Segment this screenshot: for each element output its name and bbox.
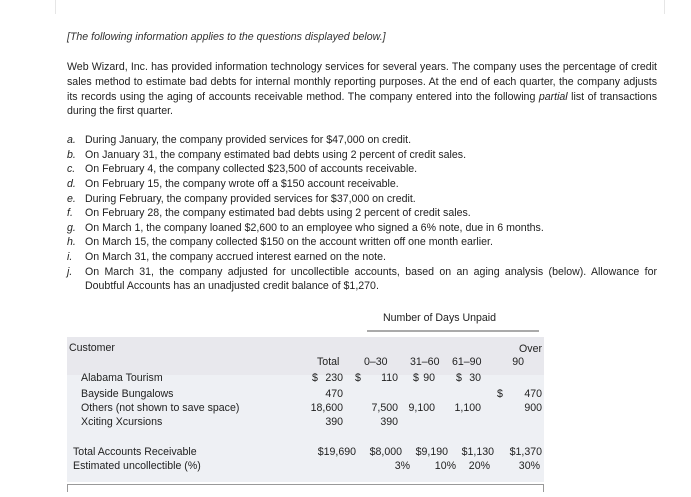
aging-table: [67, 309, 544, 482]
transaction-list: [67, 133, 657, 294]
amount-cell: 390: [380, 416, 398, 428]
customer-name: Bayside Bungalows: [81, 388, 174, 400]
currency-symbol: $: [497, 388, 503, 400]
estimate-percent: 10%: [434, 460, 456, 472]
transaction-marker: i.: [67, 250, 73, 263]
estimate-label: Estimated uncollectible (%): [73, 460, 201, 472]
total-amount: $8,000: [369, 446, 402, 458]
transaction-item: [67, 192, 657, 207]
transaction-text: On March 15, the company collected $150 on the account written off one month earlier.: [85, 236, 493, 249]
total-amount: $1,130: [461, 446, 494, 458]
days-unpaid-header: Number of Days Unpaid: [383, 312, 497, 324]
transaction-marker: e.: [67, 192, 76, 205]
paragraph-text-before: Web Wizard, Inc. has provided information technology services for several years. The company uses the percentage of credit sales method to estimate bad debts for internal monthly reporting purposes. At the end of each quarter, the company adjusts its records using the aging of accounts receivable method. The company entered into the following: [67, 61, 657, 103]
transaction-marker: g.: [67, 221, 76, 234]
amount-cell: 18,600: [310, 402, 343, 414]
days-unpaid-underline: [367, 330, 539, 332]
currency-symbol: $: [312, 372, 318, 384]
table-bottom-edge: [67, 484, 544, 492]
transaction-text: On February 4, the company collected $23,500 of accounts receivable.: [85, 163, 418, 176]
customer-name: Alabama Tourism: [81, 372, 163, 384]
col-header-31-60: 31–60: [410, 356, 440, 368]
paragraph-emphasis: partial: [538, 90, 568, 103]
transaction-text: During January, the company provided services for $47,000 on credit.: [85, 134, 412, 147]
transaction-item: [67, 265, 657, 294]
transaction-marker: j.: [67, 265, 73, 278]
estimate-percent: 20%: [468, 460, 490, 472]
col-header-over-90: 90: [512, 356, 524, 368]
currency-symbol: $: [413, 372, 419, 384]
transaction-item: [67, 206, 657, 221]
amount-cell: 90: [423, 372, 435, 384]
col-header-over-90: Over: [519, 343, 542, 355]
amount-cell: 7,500: [371, 402, 398, 414]
transaction-item: [67, 221, 657, 236]
amount-cell: 470: [524, 388, 542, 400]
transaction-marker: d.: [67, 177, 76, 190]
transaction-text: During February, the company provided services for $37,000 on credit.: [85, 192, 416, 205]
amount-cell: 30: [469, 372, 481, 384]
transaction-marker: a.: [67, 134, 76, 147]
amount-cell: 470: [325, 388, 343, 400]
total-amount: $9,190: [415, 446, 448, 458]
amount-cell: 900: [524, 402, 542, 414]
amount-cell: 1,100: [454, 402, 481, 414]
amount-cell: 9,100: [408, 402, 435, 414]
transaction-text: On February 28, the company estimated bad debts using 2 percent of credit sales.: [85, 207, 471, 220]
transaction-text: On March 31, the company accrued interest earned on the note.: [85, 250, 386, 263]
amount-cell: 230: [325, 372, 343, 384]
amount-cell: 390: [325, 416, 343, 428]
transaction-text: On January 31, the company estimated bad debts using 2 percent of credit sales.: [85, 148, 467, 161]
transaction-item: [67, 235, 657, 250]
col-header-total: Total: [317, 356, 340, 368]
transaction-item: [67, 148, 657, 163]
transaction-text: On February 15, the company wrote off a $150 account receivable.: [85, 177, 399, 190]
transaction-marker: f.: [67, 207, 73, 220]
paragraph-text-after: list of transactions during the first quarter.: [67, 90, 657, 118]
transaction-text: On March 1, the company loaned $2,600 to an employee who signed a 6% note, due in 6 months.: [85, 221, 544, 234]
total-amount: $1,370: [509, 446, 542, 458]
problem-content: [67, 31, 657, 294]
amount-cell: 110: [381, 372, 398, 384]
top-frame-edge: [55, 0, 665, 14]
transaction-item: [67, 133, 657, 148]
total-amount: $19,690: [317, 446, 356, 458]
currency-symbol: $: [355, 372, 361, 384]
customer-name: Others (not shown to save space): [81, 402, 240, 414]
intro-note: [The following information applies to the questions displayed below.]: [67, 31, 386, 43]
problem-paragraph: [67, 60, 657, 119]
transaction-item: [67, 162, 657, 177]
transaction-text: On March 31, the company adjusted for uncollectible accounts, based on an aging analysis (below). Allowance for Doubtful Accounts has an unadjusted credit balance of $1,270.: [85, 265, 657, 293]
col-header-0-30: 0–30: [364, 356, 388, 368]
transaction-marker: h.: [67, 236, 76, 249]
transaction-item: [67, 177, 657, 192]
customer-name: Xciting Xcursions: [81, 416, 163, 428]
col-header-61-90: 61–90: [452, 356, 482, 368]
estimate-percent: 30%: [518, 460, 540, 472]
customer-header: Customer: [69, 342, 115, 354]
estimate-percent: 3%: [394, 460, 410, 472]
transaction-marker: b.: [67, 148, 76, 161]
transaction-marker: c.: [67, 163, 76, 176]
transaction-item: [67, 250, 657, 265]
currency-symbol: $: [456, 372, 462, 384]
total-receivable-label: Total Accounts Receivable: [73, 446, 197, 458]
